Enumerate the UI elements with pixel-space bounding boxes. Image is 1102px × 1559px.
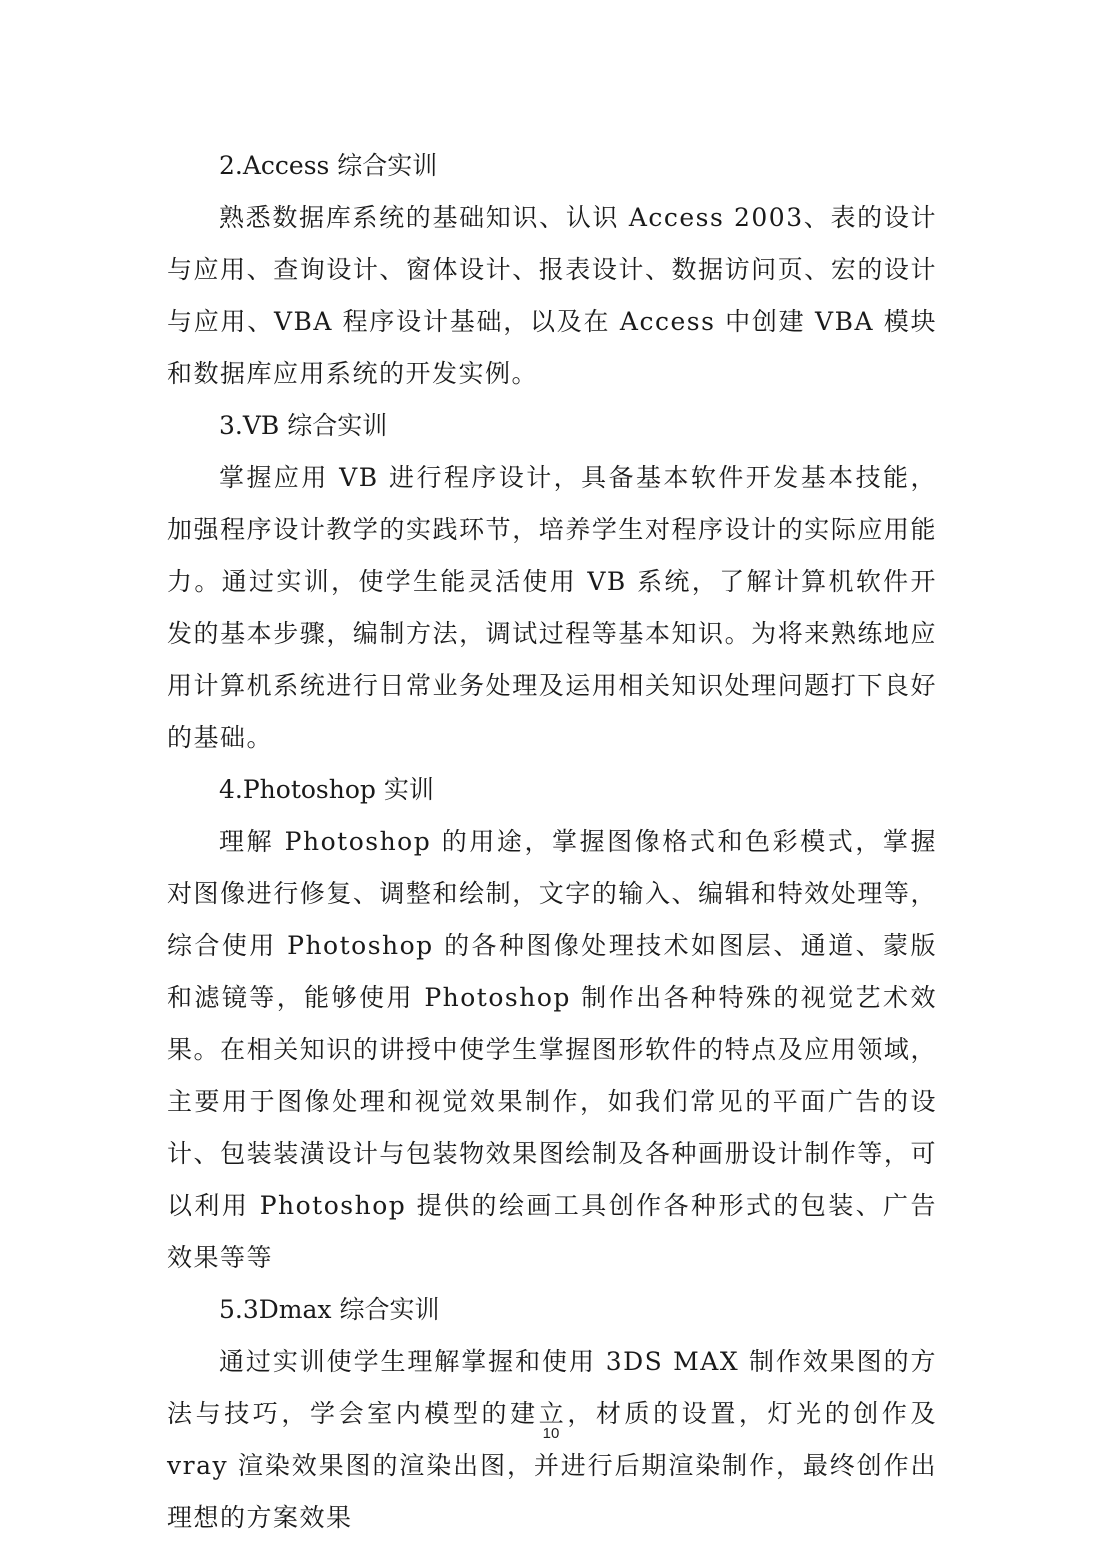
section-vb (167, 400, 937, 764)
section-paragraph: 熟悉数据库系统的基础知识、认识 Access 2003、表的设计与应用、查询设计、窗体设计、报表设计、数据访问页、宏的设计与应用、VBA 程序设计基础，以及在 Access 中创建 VBA 模块和数据库应用系统的开发实例。 (167, 203, 937, 388)
section-photoshop (167, 764, 937, 1284)
section-heading: 3.VB 综合实训 (219, 411, 388, 440)
section-heading: 5.3Dmax 综合实训 (219, 1295, 440, 1324)
section-access (167, 140, 937, 400)
section-heading: 2.Access 综合实训 (219, 151, 438, 180)
section-paragraph: 掌握应用 VB 进行程序设计，具备基本软件开发基本技能，加强程序设计教学的实践环节，培养学生对程序设计的实际应用能力。通过实训，使学生能灵活使用 VB 系统，了解计算机软件开发的基本步骤，编制方法，调试过程等基本知识。为将来熟练地应用计算机系统进行日常业务处理及运用相关知识处理问题打下良好的基础。 (167, 463, 937, 752)
section-paragraph: 理解 Photoshop 的用途，掌握图像格式和色彩模式，掌握对图像进行修复、调整和绘制，文字的输入、编辑和特效处理等，综合使用 Photoshop 的各种图像处理技术如图层、通道、蒙版和滤镜等，能够使用 Photoshop 制作出各种特殊的视觉艺术效果。在相关知识的讲授中使学生掌握图形软件的特点及应用领域，主要用于图像处理和视觉效果制作，如我们常见的平面广告的设计、包装装潢设计与包装物效果图绘制及各种画册设计制作等，可以利用 Photoshop 提供的绘画工具创作各种形式的包装、广告效果等等 (167, 827, 937, 1272)
section-paragraph: 通过实训使学生理解掌握和使用 3DS MAX 制作效果图的方法与技巧，学会室内模型的建立，材质的设置，灯光的创作及 vray 渲染效果图的渲染出图，并进行后期渲染制作，最终创作出理想的方案效果 (167, 1347, 937, 1532)
page-number: 10 (542, 1425, 560, 1442)
section-3dmax (167, 1284, 937, 1544)
page-content (167, 140, 937, 1544)
section-heading: 4.Photoshop 实训 (219, 775, 434, 804)
